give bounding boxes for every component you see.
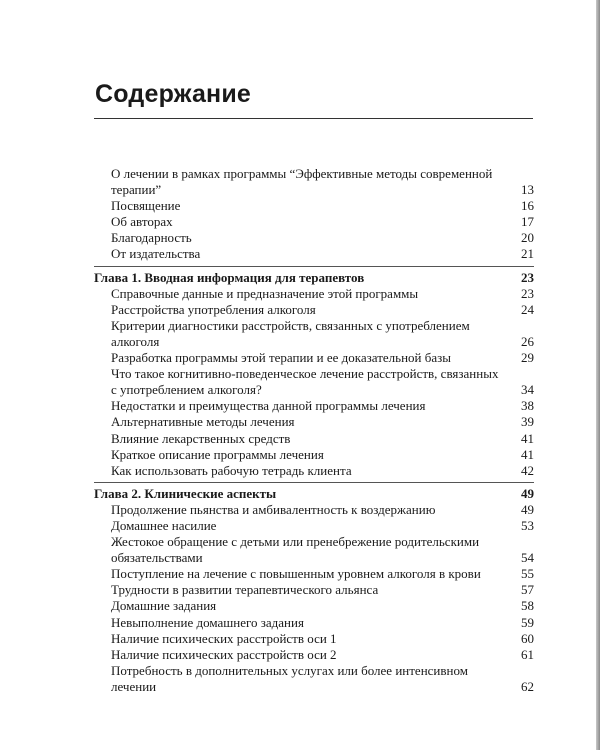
toc-entry[interactable] <box>94 398 534 414</box>
toc-chapter-1[interactable] <box>94 270 534 286</box>
toc-entry[interactable] <box>94 431 534 447</box>
toc-entry-page: 17 <box>521 214 534 230</box>
toc-chapter-2[interactable] <box>94 486 534 502</box>
toc-entry-page: 20 <box>521 230 534 246</box>
toc-entry-page: 55 <box>521 566 534 582</box>
toc-entry[interactable] <box>94 663 534 695</box>
toc-entry-title: Об авторах <box>111 214 173 230</box>
toc-entry[interactable] <box>94 502 534 518</box>
toc-entry-title: Расстройства употребления алкоголя <box>111 301 316 317</box>
toc-entry-page: 59 <box>521 614 534 630</box>
toc-entry[interactable] <box>94 166 534 198</box>
toc-entry[interactable] <box>94 198 534 214</box>
toc-entry-page: 62 <box>521 678 534 694</box>
toc-entry-page: 13 <box>521 182 534 198</box>
toc-entry[interactable] <box>94 518 534 534</box>
toc-entry-title: Поступление на лечение с повышенным уровнем алкоголя в крови <box>111 566 481 582</box>
chapter-divider <box>94 266 534 267</box>
toc-entry[interactable] <box>94 582 534 598</box>
toc-entry-title: Справочные данные и предназначение этой программы <box>111 285 419 301</box>
toc-entry-title: Наличие психических расстройств оси 2 <box>111 646 337 662</box>
toc-entry-page: 49 <box>521 501 534 517</box>
toc-entry[interactable] <box>94 447 534 463</box>
toc-entry-title: Жестокое обращение с детьми или пренебрежение родительскими обязательствами <box>111 534 480 566</box>
toc-entry[interactable] <box>94 598 534 614</box>
page-spine-edge <box>596 0 600 750</box>
toc-entry-page: 42 <box>521 462 534 478</box>
toc-entry[interactable] <box>94 366 534 398</box>
toc-entry-title: Альтернативные методы лечения <box>111 414 295 430</box>
table-of-contents <box>94 166 534 695</box>
toc-entry-page: 38 <box>521 398 534 414</box>
toc-entry-page: 58 <box>521 598 534 614</box>
title-rule <box>94 118 533 119</box>
toc-entry[interactable] <box>94 414 534 430</box>
toc-entry-title: Потребность в дополнительных услугах или более интенсивном лечении <box>111 662 468 694</box>
toc-entry-page: 24 <box>521 301 534 317</box>
toc-entry-title: Краткое описание программы лечения <box>111 446 324 462</box>
chapter-page: 49 <box>521 485 534 501</box>
toc-entry-page: 54 <box>521 550 534 566</box>
toc-entry-page: 39 <box>521 414 534 430</box>
toc-entry-title: Невыполнение домашнего задания <box>111 614 304 630</box>
toc-entry-page: 61 <box>521 646 534 662</box>
chapter-title: Глава 1. Вводная информация для терапевтов <box>94 269 365 285</box>
toc-entry-title: Трудности в развитии терапевтического альянса <box>111 582 379 598</box>
toc-entry[interactable] <box>94 566 534 582</box>
toc-entry[interactable] <box>94 318 534 350</box>
toc-entry-page: 41 <box>521 430 534 446</box>
toc-entry[interactable] <box>94 302 534 318</box>
toc-entry-title: Что такое когнитивно-поведенческое лечение расстройств, связанных с употреблением алкоголя? <box>111 366 499 398</box>
chapter-divider <box>94 482 534 483</box>
toc-entry[interactable] <box>94 631 534 647</box>
toc-entry-page: 29 <box>521 350 534 366</box>
toc-entry[interactable] <box>94 286 534 302</box>
toc-entry[interactable] <box>94 647 534 663</box>
toc-entry-title: Продолжение пьянства и амбивалентность к воздержанию <box>111 501 436 517</box>
toc-entry-page: 57 <box>521 582 534 598</box>
toc-entry-page: 34 <box>521 382 534 398</box>
toc-entry-page: 53 <box>521 517 534 533</box>
toc-entry-title: Недостатки и преимущества данной программы лечения <box>111 398 426 414</box>
toc-entry[interactable] <box>94 463 534 479</box>
chapter-title: Глава 2. Клинические аспекты <box>94 485 277 501</box>
chapter-page: 23 <box>521 269 534 285</box>
toc-entry[interactable] <box>94 246 534 262</box>
toc-entry-page: 41 <box>521 446 534 462</box>
toc-entry-title: Разработка программы этой терапии и ее доказательной базы <box>111 350 451 366</box>
toc-entry[interactable] <box>94 230 534 246</box>
toc-entry[interactable] <box>94 214 534 230</box>
toc-entry[interactable] <box>94 615 534 631</box>
page-title: Содержание <box>95 80 252 108</box>
toc-entry-title: От издательства <box>111 246 201 262</box>
toc-entry-title: Критерии диагностики расстройств, связанных с употреблением алкоголя <box>111 317 470 349</box>
toc-entry-title: Посвящение <box>111 198 181 214</box>
toc-entry-page: 16 <box>521 198 534 214</box>
toc-entry-page: 21 <box>521 246 534 262</box>
toc-entry-page: 60 <box>521 630 534 646</box>
toc-entry-title: О лечении в рамках программы “Эффективные методы современной терапии” <box>111 166 493 198</box>
toc-entry-title: Как использовать рабочую тетрадь клиента <box>111 462 352 478</box>
toc-entry-title: Благодарность <box>111 230 192 246</box>
toc-entry[interactable] <box>94 534 534 566</box>
toc-entry[interactable] <box>94 350 534 366</box>
toc-entry-title: Домашние задания <box>111 598 217 614</box>
toc-entry-title: Домашнее насилие <box>111 517 217 533</box>
toc-entry-page: 26 <box>521 333 534 349</box>
toc-entry-title: Наличие психических расстройств оси 1 <box>111 630 337 646</box>
toc-entry-title: Влияние лекарственных средств <box>111 430 291 446</box>
toc-entry-page: 23 <box>521 285 534 301</box>
